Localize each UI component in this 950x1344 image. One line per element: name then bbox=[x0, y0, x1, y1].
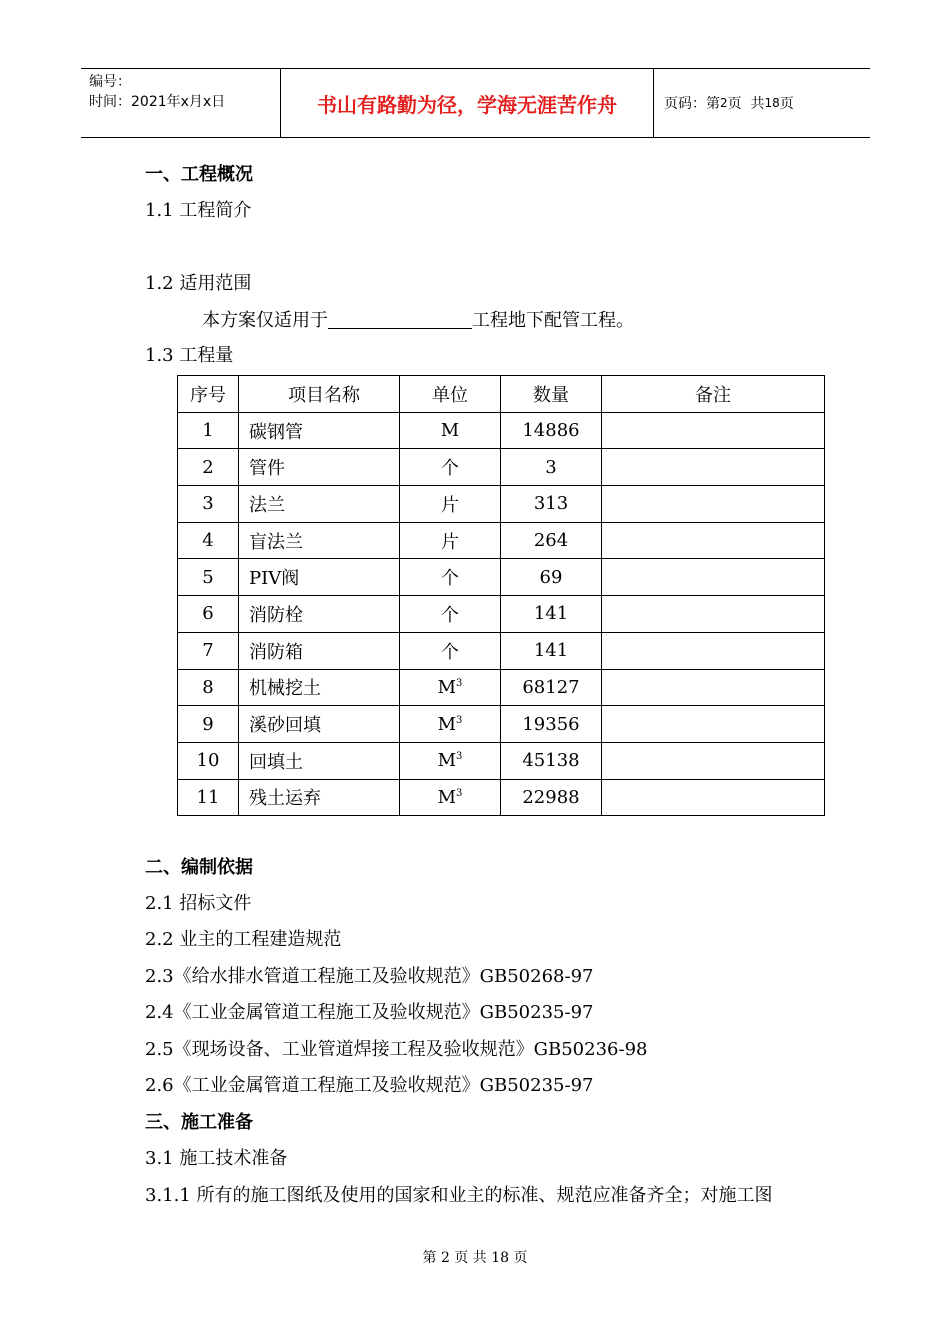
header-name: 项目名称 bbox=[239, 376, 400, 413]
section-2-2: 2.2 业主的工程建造规范 bbox=[145, 929, 342, 950]
item-unit bbox=[400, 706, 501, 743]
item-name: 盲法兰 bbox=[239, 522, 400, 559]
header-unit: 单位 bbox=[400, 376, 501, 413]
item-quantity: 45138 bbox=[501, 742, 602, 779]
item-note bbox=[602, 559, 825, 596]
item-unit bbox=[400, 412, 501, 449]
item-unit bbox=[400, 522, 501, 559]
section-1-3: 1.3 工程量 bbox=[145, 345, 234, 366]
row-number: 4 bbox=[178, 522, 239, 559]
row-number: 11 bbox=[178, 779, 239, 816]
section-2-4: 2.4《工业金属管道工程施工及验收规范》GB50235-97 bbox=[145, 1002, 594, 1023]
item-quantity: 141 bbox=[501, 632, 602, 669]
item-quantity: 19356 bbox=[501, 706, 602, 743]
item-note bbox=[602, 669, 825, 706]
page-number: 2 bbox=[720, 96, 728, 110]
item-name: 溪砂回填 bbox=[239, 706, 400, 743]
row-number: 5 bbox=[178, 559, 239, 596]
item-unit bbox=[400, 559, 501, 596]
item-name: 碳钢管 bbox=[239, 412, 400, 449]
item-name: 机械挖土 bbox=[239, 669, 400, 706]
section-2-title: 二、编制依据 bbox=[145, 857, 253, 878]
document-number-label: 编号： bbox=[89, 74, 131, 90]
item-unit bbox=[400, 596, 501, 633]
row-number: 6 bbox=[178, 596, 239, 633]
section-1-1: 1.1 工程简介 bbox=[145, 200, 252, 221]
table-row bbox=[178, 412, 825, 449]
row-number: 9 bbox=[178, 706, 239, 743]
item-note bbox=[602, 486, 825, 523]
item-note bbox=[602, 632, 825, 669]
unit-superscript: 3 bbox=[456, 787, 463, 799]
item-note bbox=[602, 742, 825, 779]
unit-text: 个 bbox=[441, 641, 459, 663]
scope-blank bbox=[328, 310, 472, 329]
unit-text: 片 bbox=[441, 531, 459, 553]
item-note bbox=[602, 706, 825, 743]
item-note bbox=[602, 596, 825, 633]
row-number: 10 bbox=[178, 742, 239, 779]
header-motto: 书山有路勤为径，学海无涯苦作舟 bbox=[281, 69, 654, 137]
table-header-row bbox=[178, 376, 825, 413]
scope-after: 工程地下配管工程。 bbox=[472, 310, 634, 331]
item-note bbox=[602, 522, 825, 559]
section-3-1: 3.1 施工技术准备 bbox=[145, 1148, 288, 1169]
unit-text: M bbox=[437, 750, 457, 772]
item-quantity: 69 bbox=[501, 559, 602, 596]
section-1-title: 一、工程概况 bbox=[145, 164, 253, 185]
item-unit bbox=[400, 742, 501, 779]
page-prefix: 页码：第 bbox=[664, 96, 720, 112]
table-row bbox=[178, 779, 825, 816]
section-3-1-1: 3.1.1 所有的施工图纸及使用的国家和业主的标准、规范应准备齐全；对施工图 bbox=[145, 1185, 773, 1206]
item-unit bbox=[400, 486, 501, 523]
page-header bbox=[81, 68, 870, 138]
page-suffix: 页 bbox=[779, 96, 794, 112]
item-name: 消防箱 bbox=[239, 632, 400, 669]
item-name: 回填土 bbox=[239, 742, 400, 779]
section-2-3: 2.3《给水排水管道工程施工及验收规范》GB50268-97 bbox=[145, 966, 594, 987]
item-unit bbox=[400, 779, 501, 816]
unit-text: 片 bbox=[441, 494, 459, 516]
table-row bbox=[178, 522, 825, 559]
unit-superscript: 3 bbox=[456, 677, 463, 689]
row-number: 7 bbox=[178, 632, 239, 669]
item-unit bbox=[400, 669, 501, 706]
page-footer: 第 2 页 共 18 页 bbox=[422, 1250, 528, 1266]
table-row bbox=[178, 596, 825, 633]
item-quantity: 313 bbox=[501, 486, 602, 523]
item-unit bbox=[400, 449, 501, 486]
item-name: 法兰 bbox=[239, 486, 400, 523]
table-row bbox=[178, 559, 825, 596]
unit-text: 个 bbox=[441, 604, 459, 626]
item-quantity: 3 bbox=[501, 449, 602, 486]
page-total: 18 bbox=[764, 96, 780, 110]
row-number: 8 bbox=[178, 669, 239, 706]
table-row bbox=[178, 742, 825, 779]
header-page-info bbox=[654, 69, 870, 137]
scope-statement bbox=[202, 306, 634, 332]
unit-text: 个 bbox=[441, 458, 459, 480]
section-2-1: 2.1 招标文件 bbox=[145, 893, 252, 914]
section-1-2: 1.2 适用范围 bbox=[145, 273, 252, 294]
item-note bbox=[602, 412, 825, 449]
row-number: 3 bbox=[178, 486, 239, 523]
section-2-6: 2.6《工业金属管道工程施工及验收规范》GB50235-97 bbox=[145, 1075, 594, 1096]
unit-text: M bbox=[437, 676, 457, 698]
header-qty: 数量 bbox=[501, 376, 602, 413]
item-name: PIV阀 bbox=[239, 559, 400, 596]
unit-text: M bbox=[440, 420, 460, 442]
quantity-table bbox=[177, 375, 825, 816]
unit-text: M bbox=[437, 786, 457, 808]
row-number: 1 bbox=[178, 412, 239, 449]
item-quantity: 141 bbox=[501, 596, 602, 633]
section-2-5: 2.5《现场设备、工业管道焊接工程及验收规范》GB50236-98 bbox=[145, 1039, 648, 1060]
row-number: 2 bbox=[178, 449, 239, 486]
item-quantity: 14886 bbox=[501, 412, 602, 449]
section-3-title: 三、施工准备 bbox=[145, 1112, 253, 1133]
table-row bbox=[178, 632, 825, 669]
unit-text: M bbox=[437, 713, 457, 735]
item-name: 消防栓 bbox=[239, 596, 400, 633]
page-mid: 页 共 bbox=[727, 96, 765, 112]
document-time: 时间：2021年x月x日 bbox=[89, 94, 226, 110]
unit-superscript: 3 bbox=[456, 714, 463, 726]
table-row bbox=[178, 486, 825, 523]
item-name: 残土运弃 bbox=[239, 779, 400, 816]
item-quantity: 264 bbox=[501, 522, 602, 559]
item-quantity: 68127 bbox=[501, 669, 602, 706]
table-row bbox=[178, 706, 825, 743]
header-note: 备注 bbox=[602, 376, 825, 413]
item-unit bbox=[400, 632, 501, 669]
header-no: 序号 bbox=[178, 376, 239, 413]
item-quantity: 22988 bbox=[501, 779, 602, 816]
item-name: 管件 bbox=[239, 449, 400, 486]
header-meta bbox=[81, 69, 281, 137]
unit-superscript: 3 bbox=[456, 751, 463, 763]
item-note bbox=[602, 779, 825, 816]
scope-before: 本方案仅适用于 bbox=[202, 310, 328, 331]
table-row bbox=[178, 449, 825, 486]
unit-text: 个 bbox=[441, 568, 459, 590]
item-note bbox=[602, 449, 825, 486]
table-row bbox=[178, 669, 825, 706]
